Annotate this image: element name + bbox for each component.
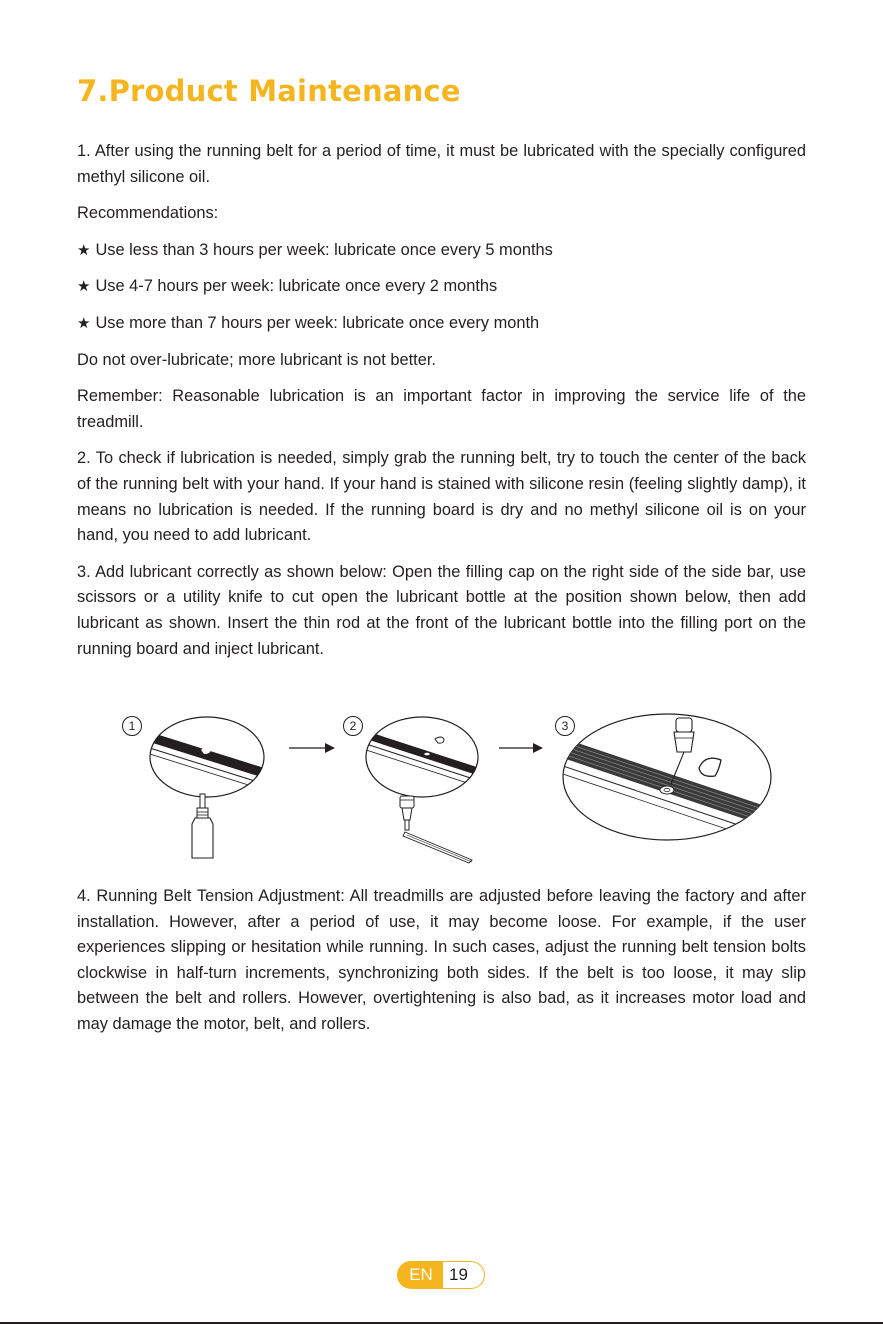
lubrication-steps-figure	[77, 710, 806, 870]
star-icon: ★	[77, 241, 91, 259]
arrow-right-icon	[289, 743, 335, 753]
paragraph-4: 4. Running Belt Tension Adjustment: All treadmills are adjusted before leaving the factory and after installation. However, after a period of use, it may become loose. For example, if the user experiences slipping or hesitation while running. In such cases, adjust the running belt tension bolts clockwise in half-turn increments, synchronizing both sides. If the belt is too loose, it may slip between the belt and rollers. However, overtightening is also bad, as it increases motor load and may damage the motor, belt, and rollers.	[77, 887, 806, 1033]
warning-text: Do not over-lubricate; more lubricant is not better.	[77, 350, 436, 369]
page-number: 19	[443, 1261, 485, 1289]
recommendations-label: Recommendations:	[77, 204, 219, 223]
lubrication-illustration	[77, 710, 806, 870]
section-body	[77, 139, 806, 673]
remember-text: Remember: Reasonable lubrication is an important factor in improving the service life of the treadmill.	[77, 387, 806, 431]
arrow-right-icon	[499, 743, 543, 753]
lubricant-bottle-icon	[192, 794, 213, 858]
knife-icon	[403, 832, 472, 863]
language-label: EN	[397, 1261, 443, 1289]
recommendation-item	[77, 238, 806, 264]
star-icon: ★	[77, 314, 91, 332]
paragraph-3: 3. Add lubricant correctly as shown below: Open the filling cap on the right side of the side bar, use scissors or a utility knife to cut open the lubricant bottle at the position shown below, then add lubricant as shown. Insert the thin rod at the front of the lubricant bottle into the filling port on the running board and inject lubricant.	[77, 562, 806, 658]
step-2-illustration	[357, 717, 492, 863]
step-number-3: 3	[555, 716, 575, 736]
paragraph-2: 2. To check if lubrication is needed, simply grab the running belt, try to touch the center of the back of the running belt with your hand. If your hand is stained with silicone resin (feeling slightly damp), it means no lubrication is needed. If the running board is dry and no methyl silicone oil is on your hand, you need to add lubricant.	[77, 449, 806, 545]
step-1-illustration	[137, 717, 277, 858]
section-title: 7.Product Maintenance	[77, 74, 461, 108]
step-number-2: 2	[343, 716, 363, 736]
step-3-illustration	[557, 714, 777, 846]
paragraph-1: 1. After using the running belt for a period of time, it must be lubricated with the specially configured methyl silicone oil.	[77, 142, 806, 186]
recommendation-text: Use less than 3 hours per week: lubricate once every 5 months	[95, 240, 553, 259]
page-number-badge	[397, 1261, 485, 1289]
step-number-1: 1	[122, 716, 142, 736]
recommendation-item	[77, 311, 806, 337]
recommendation-text: Use more than 7 hours per week: lubricate once every month	[95, 313, 540, 332]
recommendation-item	[77, 274, 806, 300]
star-icon: ★	[77, 278, 91, 296]
lubricant-bottle-icon	[400, 796, 414, 830]
recommendation-text: Use 4-7 hours per week: lubricate once every 2 months	[95, 277, 498, 296]
